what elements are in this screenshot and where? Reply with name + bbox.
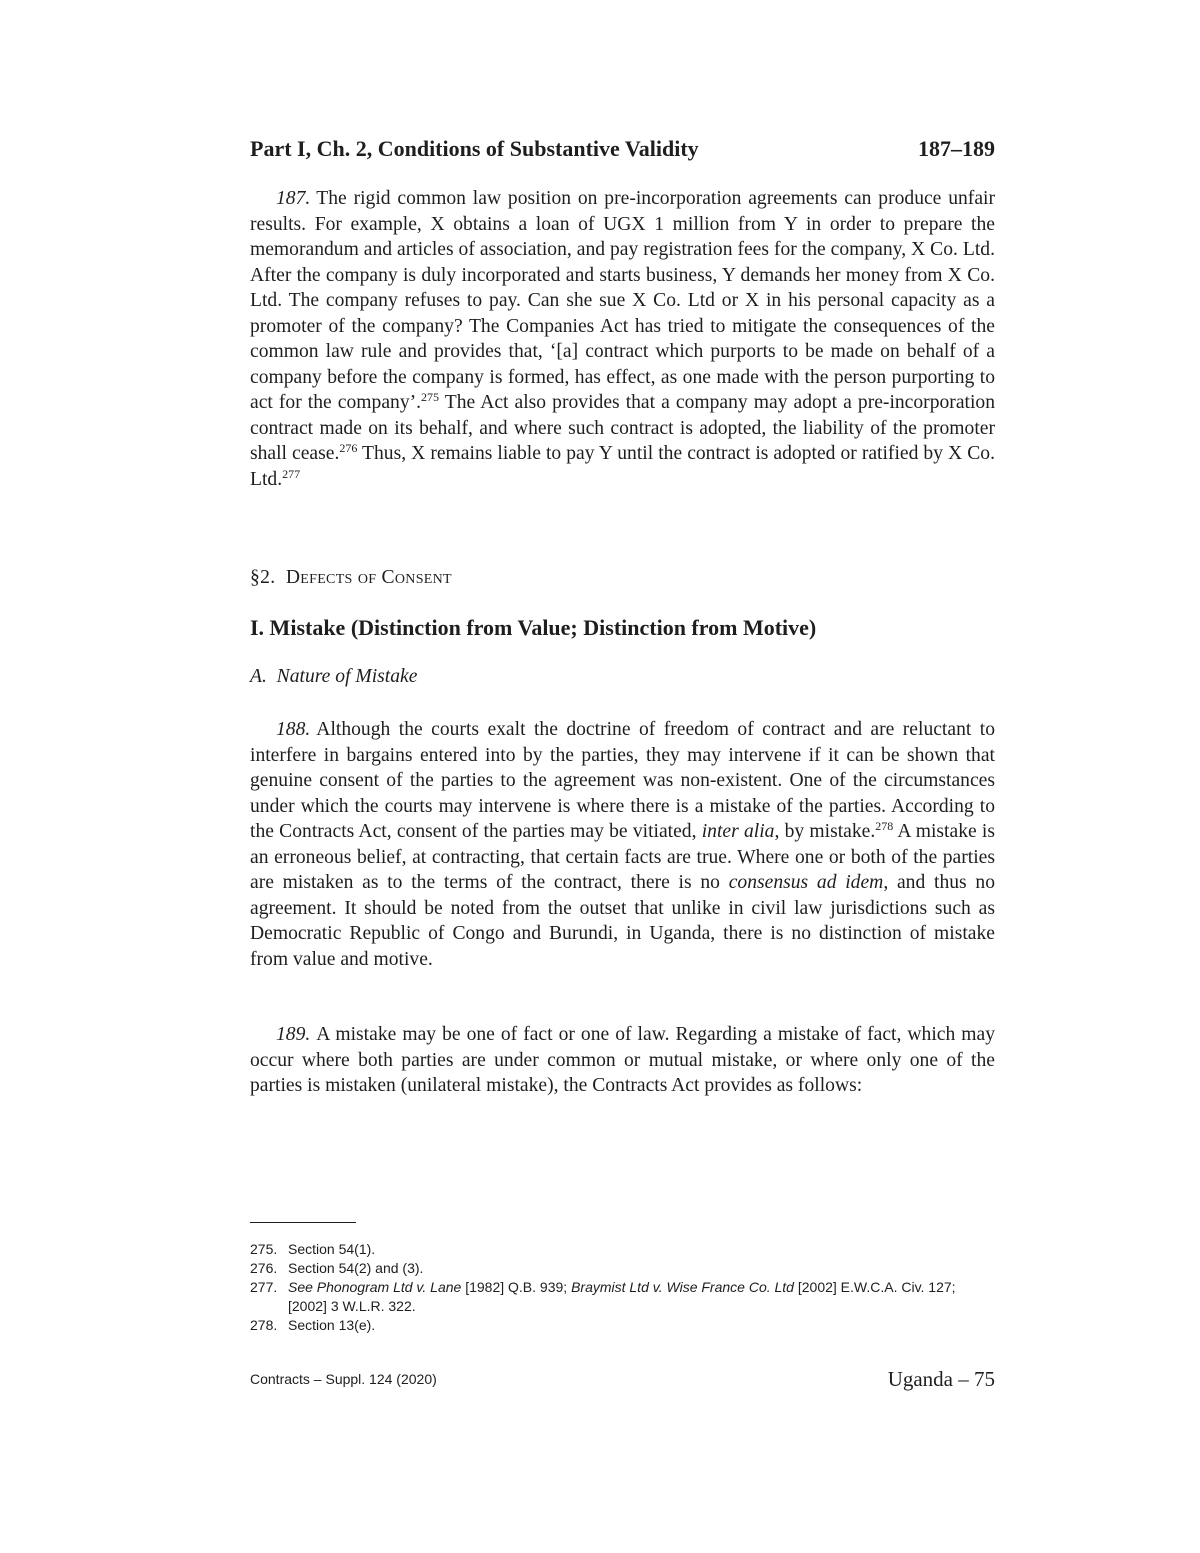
section-number: §2. <box>250 567 276 588</box>
footnote-text: Section 54(1). <box>288 1241 376 1257</box>
sub-subsection-heading <box>250 666 417 688</box>
footnote-number: 275. <box>250 1241 278 1257</box>
footnote-item <box>250 1278 995 1316</box>
footnote-number: 277. <box>250 1279 278 1295</box>
footnote-number: 278. <box>250 1317 278 1333</box>
paragraph-text: , and thus no agreement. It should be noted from the outset that unlike in civil law jurisdictions such as Democratic Republic of Congo and Burundi, in Uganda, there is no distinction of mistake from value and motive. <box>250 872 996 970</box>
heading-title: Nature of Mistake <box>276 666 418 687</box>
footnote-text: Section 54(2) and (3). <box>288 1260 424 1276</box>
paragraph-number: 188. <box>276 719 311 740</box>
paragraph-number: 187. <box>276 188 311 209</box>
footnote-ref: 277 <box>282 466 301 481</box>
paragraph-187-block <box>250 186 995 492</box>
paragraph-text: A mistake may be one of fact or one of law. Regarding a mistake of fact, which may occur where both parties are under common or mutual mistake, or where only one of the parties is mistaken (unilateral mistake), the Contracts Act provides as follows: <box>250 1024 995 1096</box>
footnotes <box>250 1240 995 1335</box>
paragraph-number: 189. <box>276 1024 311 1045</box>
footnote-ref: 275 <box>421 390 440 404</box>
case-name: See Phonogram Ltd v. Lane <box>288 1279 462 1295</box>
paragraph-text: The Act also provides that a company may adopt a pre-incorporation contract made on its behalf, and where such contract is adopted, the liability of the promoter shall cease. <box>250 392 996 464</box>
paragraph-189 <box>250 1022 995 1099</box>
footnote-text <box>288 1278 995 1316</box>
paragraph-188 <box>250 717 995 972</box>
citation: [2002] E.W.C.A. Civ. 127; [2002] 3 W.L.R. 322. <box>288 1279 956 1314</box>
footnote-item <box>250 1316 995 1335</box>
running-head <box>250 136 995 162</box>
footnote-item <box>250 1240 995 1259</box>
running-head-range: 187–189 <box>918 136 995 161</box>
footer-publication: Contracts – Suppl. 124 (2020) <box>250 1371 437 1387</box>
running-head-title: Part I, Ch. 2, Conditions of Substantive Validity <box>250 136 699 161</box>
paragraph-189-block <box>250 1022 995 1099</box>
paragraph-text: The rigid common law position on pre-incorporation agreements can produce unfair results. For example, X obtains a loan of UGX 1 million from Y in order to prepare the memorandum and articles of association, and pay registration fees for the company, X Co. Ltd. After the company is duly incorporated and starts business, Y demands her money from X Co. Ltd. The company refuses to pay. Can she sue X Co. Ltd or X in his personal capacity as a promoter of the company? The Companies Act has tried to mitigate the consequences of the common law rule and provides that, ‘[a] contract which purports to be made on behalf of a company before the company is formed, has effect, as one made with the person purporting to act for the company’. <box>250 188 995 413</box>
paragraph-188-block <box>250 717 995 972</box>
section-heading <box>250 567 452 589</box>
paragraph-187 <box>250 186 995 492</box>
footnote-ref: 278 <box>875 819 894 833</box>
paragraph-text: Although the courts exalt the doctrine of freedom of contract and are reluctant to interfere in bargains entered into by the parties, they may intervene if it can be shown that genuine consent of the parties to the agreement was non-existent. One of the circumstances under which the courts may intervene is where there is a mistake of the parties. According to the Contracts Act, consent of the parties may be vitiated, <box>250 719 995 842</box>
paragraph-text: A mistake is an erroneous belief, at contracting, that certain facts are true. Where one or both of the parties are mistaken as to the terms of the contract, there is no <box>250 821 995 893</box>
footnote-ref: 276 <box>339 441 358 455</box>
heading-letter: A. <box>250 666 267 687</box>
footnote-item <box>250 1259 995 1278</box>
paragraph-text: Thus, X remains liable to pay Y until the contract is adopted or ratified by X Co. Ltd. <box>250 443 995 490</box>
section-title: Defects of Consent <box>285 567 452 588</box>
italic-term: inter alia <box>701 821 775 842</box>
footnote-number: 276. <box>250 1260 278 1276</box>
case-name: Braymist Ltd v. Wise France Co. Ltd <box>571 1279 794 1295</box>
italic-term: consensus ad idem <box>728 872 884 893</box>
subsection-heading: I. Mistake (Distinction from Value; Distinction from Motive) <box>250 615 817 640</box>
footnote-text: Section 13(e). <box>288 1317 376 1333</box>
paragraph-text: , by mistake. <box>774 821 876 842</box>
footer-page-number: Uganda – 75 <box>887 1367 995 1391</box>
footnote-rule <box>250 1222 356 1223</box>
citation: [1982] Q.B. 939; <box>461 1279 572 1295</box>
